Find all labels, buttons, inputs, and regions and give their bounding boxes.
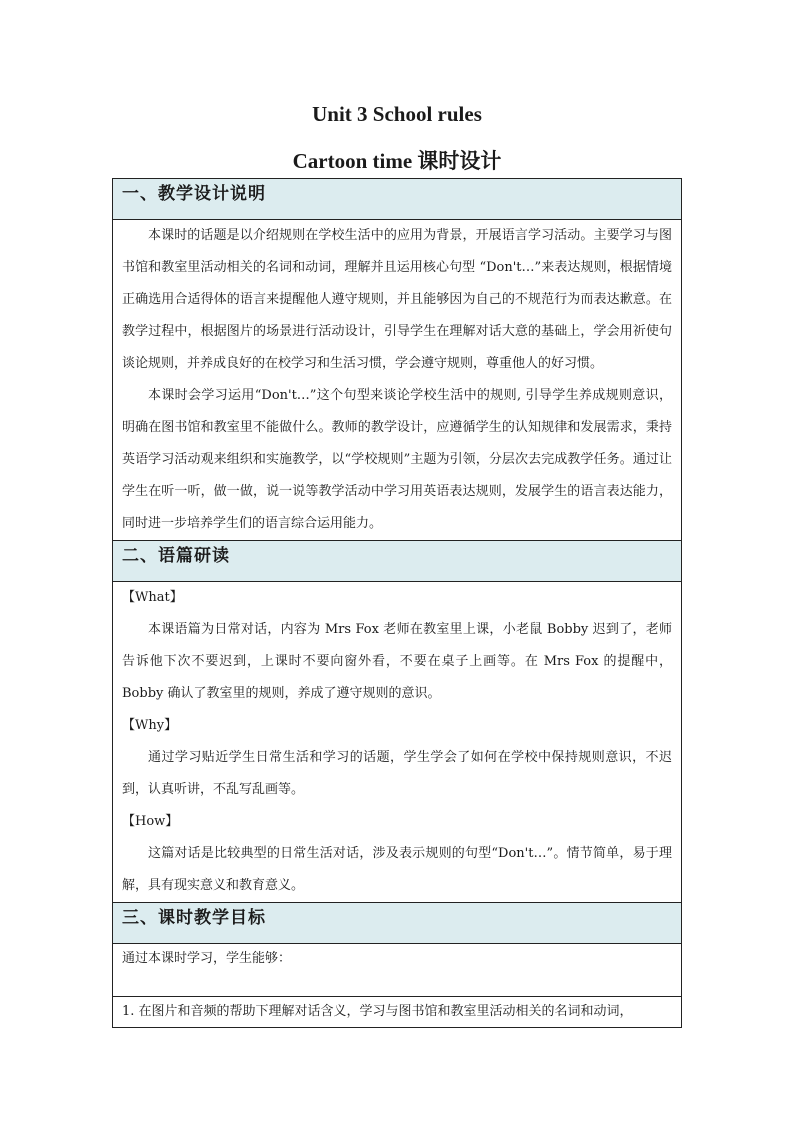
objectives-intro: 通过本课时学习，学生能够： [113,944,682,997]
section-body-text-analysis [113,582,682,903]
paragraph: 本课时会学习运用“Don't…”这个句型来谈论学校生活中的规则, 引导学生养成规则意识，明确在图书馆和教室里不能做什么。教师的教学设计，应遵循学生的认知规律和发展需求，秉持英语学习活动观来组织和实施教学，以“学校规则”主题为引领，分层次去完成教学任务。通过让学生在听一听，做一做，说一说等教学活动中学习用英语表达规则，发展学生的语言表达能力，同时进一步培养学生们的语言综合运用能力。 [122,388,672,531]
how-tag: 【How】 [122,814,179,829]
objective-item-1: 1. 在图片和音频的帮助下理解对话含义，学习与图书馆和教室里活动相关的名词和动词， [113,997,682,1028]
how-paragraph: 这篇对话是比较典型的日常生活对话，涉及表示规则的句型“Don't…”。情节简单，易于理解，具有现实意义和教育意义。 [122,846,672,893]
section-body-design-notes [113,220,682,541]
lesson-design-table [112,178,682,1028]
why-paragraph: 通过学习贴近学生日常生活和学习的话题，学生学会了如何在学校中保持规则意识，不迟到，认真听讲，不乱写乱画等。 [122,750,672,797]
paragraph: 本课时的话题是以介绍规则在学校生活中的应用为背景，开展语言学习活动。主要学习与图书馆和教室里活动相关的名词和动词，理解并且运用核心句型 “Don't…”来表达规则，根据情境正确选用合适得体的语言来提醒他人遵守规则，并且能够因为自己的不规范行为而表达歉意。在教学过程中，根据图片的场景进行活动设计，引导学生在理解对话大意的基础上，学会用祈使句谈论规则，并养成良好的在校学习和生活习惯，学会遵守规则，尊重他人的好习惯。 [122,228,672,371]
document-subtitle: Cartoon time 课时设计 [292,149,502,173]
section-heading-text-analysis: 二、语篇研读 [113,541,682,582]
document-title: Unit 3 School rules [312,102,482,126]
section-heading-objectives: 三、课时教学目标 [113,903,682,944]
what-paragraph: 本课语篇为日常对话，内容为 Mrs Fox 老师在教室里上课，小老鼠 Bobby 迟到了，老师告诉他下次不要迟到，上课时不要向窗外看，不要在桌子上画等。在 Mrs Fox 的提醒中，Bobby 确认了教室里的规则，养成了遵守规则的意识。 [122,622,672,701]
why-tag: 【Why】 [122,718,178,733]
section-heading-design-notes: 一、教学设计说明 [113,179,682,220]
what-tag: 【What】 [122,590,183,605]
